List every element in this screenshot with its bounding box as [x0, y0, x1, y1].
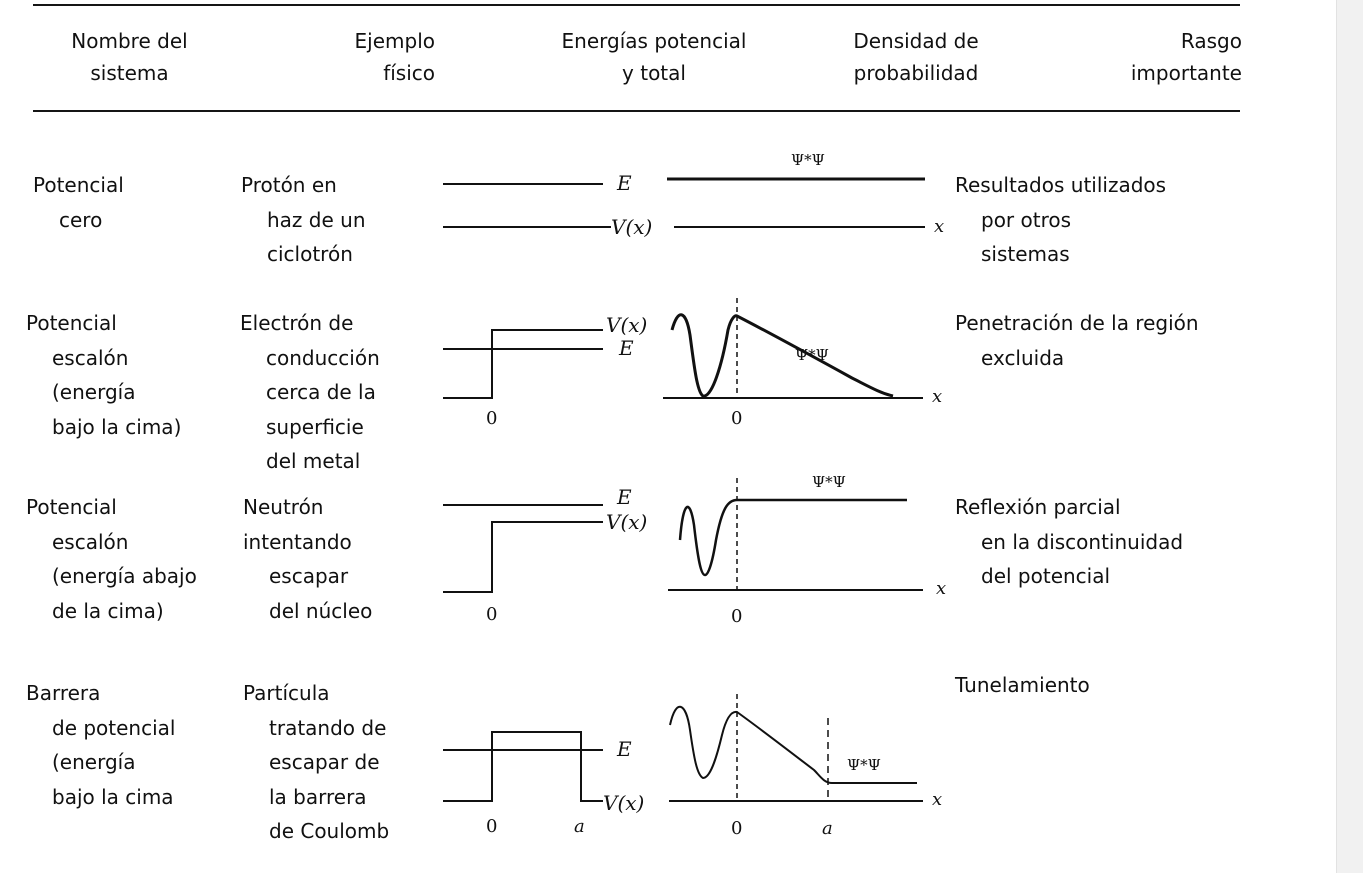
row-1-name — [33, 168, 124, 237]
cell-line: Tunelamiento — [955, 673, 1090, 697]
energy-label: E — [617, 737, 632, 761]
cell-line: escapar — [269, 564, 349, 588]
cell-line: ciclotrón — [267, 242, 353, 266]
cell-line: por otros — [981, 207, 1072, 232]
cell-line: Potencial — [26, 495, 117, 519]
cell-line: Resultados utilizados — [955, 173, 1167, 197]
x-axis-label: x — [932, 386, 943, 407]
cell-line: del metal — [266, 449, 361, 473]
cell-line: escapar de — [269, 750, 380, 774]
header-text: Densidad de — [853, 29, 979, 53]
header-text: Ejemplo — [354, 29, 435, 53]
header-probability-density — [840, 25, 992, 89]
potential-label: V(x) — [603, 791, 645, 815]
cell-line: haz de un — [267, 207, 366, 232]
header-text: importante — [1130, 61, 1242, 85]
zero-label: 0 — [486, 816, 498, 837]
cell-line: en la discontinuidad — [981, 529, 1184, 554]
header-physical-example — [335, 25, 435, 89]
row-4-feature — [955, 668, 1090, 703]
cell-line: Potencial — [26, 311, 117, 335]
row-4-name — [26, 676, 175, 814]
cell-line: (energía — [52, 380, 136, 404]
cell-line: del núcleo — [269, 598, 373, 623]
zero-label: 0 — [731, 818, 743, 839]
x-axis-label: x — [936, 578, 947, 599]
header-text: Nombre del — [71, 29, 188, 53]
potential-barrier-diagram — [443, 694, 923, 801]
probability-density-curve — [672, 315, 893, 396]
row-3-feature — [955, 490, 1183, 594]
row-4-example — [243, 676, 389, 849]
x-axis-label: x — [932, 789, 943, 810]
zero-label: 0 — [486, 408, 498, 429]
cell-line: del potencial — [981, 564, 1111, 588]
cell-line: de potencial — [52, 715, 176, 740]
header-text: sistema — [90, 61, 169, 85]
header-text: Rasgo — [1180, 29, 1242, 53]
step-potential-below-diagram — [443, 298, 923, 398]
cell-line: (energía abajo — [52, 564, 197, 588]
cell-line: Protón en — [241, 173, 337, 197]
zero-potential-diagram — [443, 179, 925, 227]
energy-label: E — [619, 336, 634, 360]
row-2-example — [240, 306, 380, 479]
header-text: y total — [622, 61, 686, 85]
energy-label: E — [617, 485, 632, 509]
cell-line: escalón — [52, 529, 129, 554]
cell-line: conducción — [266, 345, 380, 370]
cell-line: escalón — [52, 345, 129, 370]
top-rule — [33, 4, 1240, 6]
potential-label: V(x) — [606, 313, 648, 337]
potential-diagrams — [420, 140, 960, 860]
cell-line: sistemas — [981, 242, 1070, 266]
header-energies — [548, 25, 760, 89]
row-1-example — [241, 168, 366, 272]
cell-line: cero — [59, 207, 103, 232]
step-potential-line — [443, 522, 603, 592]
a-label: a — [822, 818, 833, 839]
cell-line: la barrera — [269, 784, 367, 809]
step-potential-above-diagram — [443, 478, 923, 592]
header-important-feature — [1100, 25, 1242, 89]
cell-line: bajo la cima — [52, 784, 174, 809]
header-text: probabilidad — [853, 61, 979, 85]
cell-line: Neutrón — [243, 495, 324, 519]
header-text: físico — [383, 61, 435, 85]
cell-line: bajo la cima) — [52, 414, 182, 439]
psi-label: Ψ*Ψ — [795, 346, 829, 364]
energy-label: E — [617, 171, 632, 195]
row-2-feature — [955, 306, 1199, 375]
potential-label: V(x) — [606, 510, 648, 534]
cell-line: Penetración de la región — [955, 311, 1199, 335]
zero-label: 0 — [731, 606, 743, 627]
header-system-name — [57, 25, 202, 89]
psi-label: Ψ*Ψ — [847, 756, 881, 774]
row-3-name — [26, 490, 197, 628]
psi-label: Ψ*Ψ — [812, 473, 846, 491]
row-2-name — [26, 306, 181, 444]
zero-label: 0 — [731, 408, 743, 429]
cell-line: Potencial — [33, 173, 124, 197]
header-rule — [33, 110, 1240, 112]
x-axis-label: x — [934, 216, 945, 237]
probability-density-curve — [680, 500, 907, 575]
psi-label: Ψ*Ψ — [791, 151, 825, 169]
potential-label: V(x) — [611, 215, 653, 239]
cell-line: de la cima) — [52, 598, 164, 623]
cell-line: Barrera — [26, 681, 101, 705]
cell-line: Reflexión parcial — [955, 495, 1121, 519]
cell-line: cerca de la — [266, 380, 376, 404]
row-3-example — [243, 490, 372, 628]
vertical-scrollbar[interactable] — [1336, 0, 1363, 873]
cell-line: Electrón de — [240, 311, 354, 335]
cell-line: intentando — [243, 529, 352, 554]
a-label: a — [574, 816, 585, 837]
cell-line: de Coulomb — [269, 819, 390, 843]
cell-line: tratando de — [269, 715, 387, 740]
barrier-potential-line — [443, 732, 603, 801]
row-1-feature — [955, 168, 1166, 272]
header-text: Energías potencial — [561, 29, 747, 53]
cell-line: (energía — [52, 750, 136, 774]
step-potential-line — [443, 330, 603, 398]
zero-label: 0 — [486, 604, 498, 625]
cell-line: Partícula — [243, 681, 330, 705]
cell-line: excluida — [981, 345, 1065, 370]
cell-line: superficie — [266, 414, 364, 439]
